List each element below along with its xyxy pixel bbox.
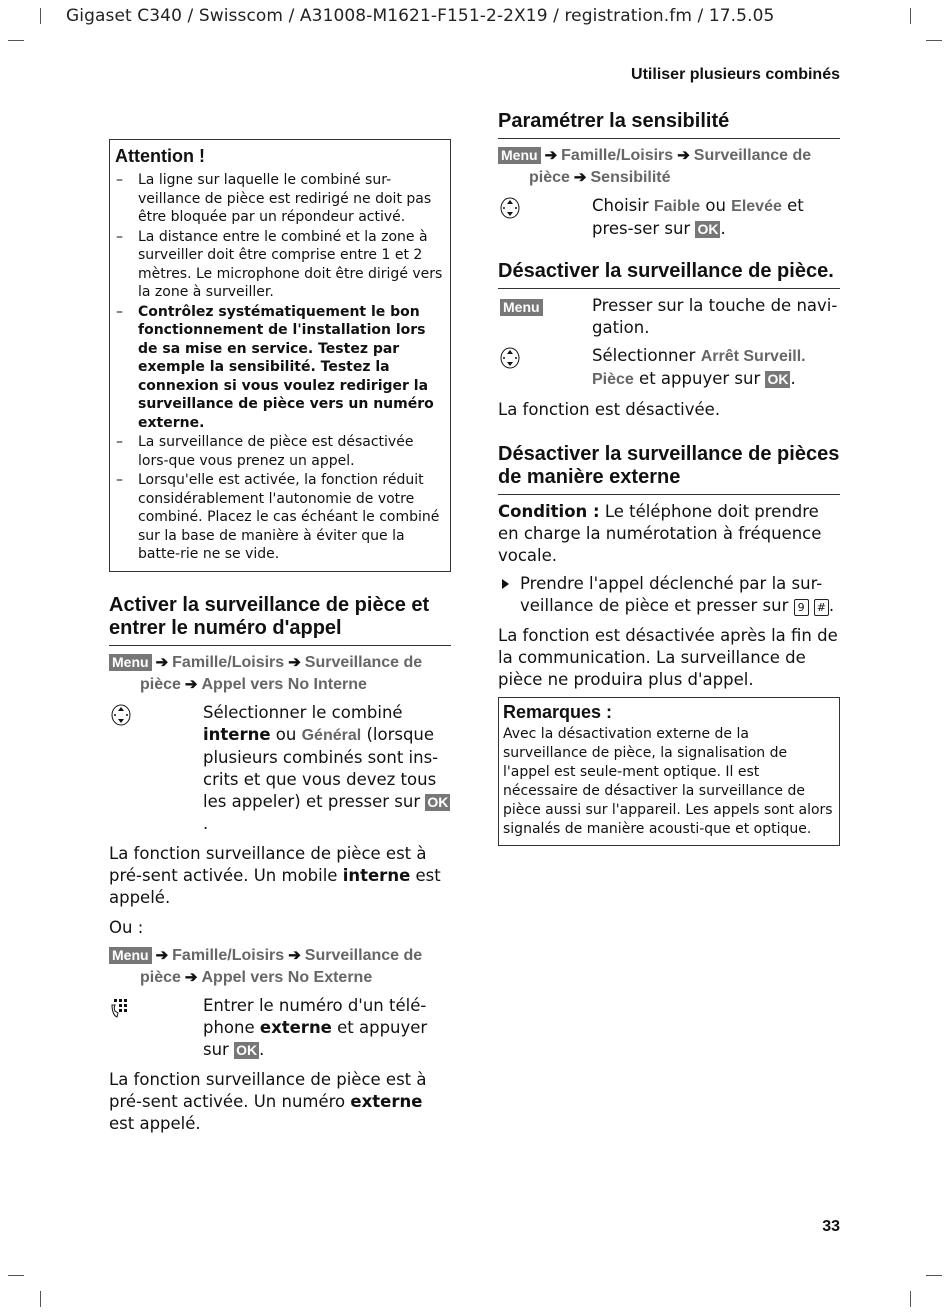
section-heading: Désactiver la surveillance de pièce. <box>498 260 840 289</box>
ok-key: OK <box>697 221 719 237</box>
ok-key: OK <box>427 793 449 810</box>
navigation-key-icon <box>500 197 520 225</box>
arrow-right-icon: ➔ <box>573 169 587 186</box>
list-item: – La surveillance de pièce est désactivée lors-que vous prenez un appel. <box>116 434 414 469</box>
ok-key: OK <box>236 1041 258 1058</box>
left-column <box>109 139 451 1135</box>
section-heading: Activer la surveillance de pièce et entrer le numéro d'appel <box>109 594 451 646</box>
crop-mark <box>8 1275 24 1276</box>
paragraph: La fonction surveillance de pièce est à pré-sent activée. Un mobile interne est appelé. <box>109 843 441 907</box>
page-number: 33 <box>822 1218 840 1235</box>
section-heading: Désactiver la surveillance de pièces de manière externe <box>498 443 840 495</box>
remarks-body: Avec la désactivation externe de la surveillance de pièce, la signalisation de l'appel est seule-ment optique. Il est nécessaire de désactiver la surveillance de pièce aussi sur l'appareil. Les appels sont alors signalés de manière acousti-que et optique. <box>503 726 833 837</box>
menu-path: Menu ➔ Famille/Loisirs ➔ Surveillance de pièce ➔ Appel vers No Interne <box>109 652 451 696</box>
instruction-step: Entrer le numéro d'un télé-phone externe et appuyer sur OK . <box>109 995 451 1061</box>
menu-key: Menu <box>109 947 152 964</box>
list-item: – Lorsqu'elle est activée, la fonction réduit considérablement l'autonomie de votre combiné. Placez le cas échéant le combiné sur la base de manière à éviter que la batte-rie ne se vide. <box>116 472 440 562</box>
instruction-step: Sélectionner Arrêt Surveill. Pièce et appuyer sur OK . <box>498 345 840 391</box>
paragraph: La fonction est désactivée. <box>498 400 721 419</box>
paragraph-ou: Ou : <box>109 917 144 937</box>
arrow-right-icon: ➔ <box>155 946 169 964</box>
list-item: Prendre l'appel déclenché par la sur-veillance de pièce et presser sur 9 # . <box>498 573 840 617</box>
crop-mark <box>910 1291 911 1307</box>
menu-key: Menu <box>109 654 152 671</box>
key-9-icon: 9 <box>794 599 809 616</box>
section-heading: Paramétrer la sensibilité <box>498 110 840 139</box>
arrow-right-icon: ➔ <box>155 653 169 671</box>
arrow-right-icon: ➔ <box>288 946 301 964</box>
menu-path: Menu ➔ Famille/Loisirs ➔ Surveillance de pièce ➔ Sensibilité <box>498 145 840 189</box>
crop-mark <box>926 40 942 41</box>
menu-path: Menu ➔ Famille/Loisirs ➔ Surveillance de pièce ➔ Appel vers No Externe <box>109 945 451 989</box>
paragraph: La fonction surveillance de pièce est à pré-sent activée. Un numéro externe est appelé. <box>109 1069 427 1133</box>
attention-list <box>113 171 446 564</box>
ok-key: OK <box>767 371 789 387</box>
remarks-title: Remarques : <box>503 702 613 722</box>
key-hash-icon: # <box>814 599 829 616</box>
crop-mark <box>926 1275 942 1276</box>
right-column <box>498 110 840 846</box>
arrow-right-icon: ➔ <box>544 147 558 164</box>
menu-key: Menu <box>500 299 543 316</box>
crop-mark <box>8 40 24 41</box>
list-item: – La distance entre le combiné et la zone à surveiller doit être comprise entre 1 et 2 mètres. Le microphone doit être dirigé vers la zone à surveiller. <box>116 228 443 300</box>
triangle-bullet-icon <box>502 579 509 589</box>
keypad-icon <box>111 997 131 1025</box>
remarks-box <box>498 697 840 846</box>
document-id: Gigaset C340 / Swisscom / A31008-M1621-F151-2-2X19 / registration.fm / 17.5.05 <box>66 6 775 26</box>
attention-box <box>109 139 451 572</box>
list-item: – La ligne sur laquelle le combiné sur-veillance de pièce est redirigé ne doit pas être bloquée par un répondeur activé. <box>116 172 432 225</box>
crop-mark <box>40 1291 41 1307</box>
instruction-step: Sélectionner le combiné interne ou Général (lorsque plusieurs combinés sont ins-crits et que vous devez tous les appeler) et presser sur OK. <box>109 702 451 835</box>
menu-key: Menu <box>498 147 541 164</box>
attention-title: Attention ! <box>115 146 205 166</box>
paragraph: La fonction est désactivée après la fin de la communication. La surveillance de pièce ne produira plus d'appel. <box>498 626 838 689</box>
running-title: Utiliser plusieurs combinés <box>631 66 840 83</box>
arrow-right-icon: ➔ <box>288 653 301 671</box>
arrow-right-icon: ➔ <box>184 675 198 693</box>
navigation-key-icon <box>500 347 520 375</box>
arrow-right-icon: ➔ <box>184 968 198 986</box>
instruction-step: Menu Presser sur la touche de navi-gation. <box>498 295 840 339</box>
crop-mark <box>40 8 41 24</box>
condition-paragraph: Condition : Le téléphone doit prendre en charge la numérotation à fréquence vocale. <box>498 502 822 565</box>
arrow-right-icon: ➔ <box>677 147 690 164</box>
crop-mark <box>910 8 911 24</box>
instruction-step: Choisir Faible ou Elevée et pres-ser sur OK . <box>498 195 840 240</box>
list-item: – Contrôlez systématiquement le bon fonctionnement de l'installation lors de sa mise en service. Testez par exemple la sensibilité. Testez la connexion si vous voulez rediriger la surveillance de pièce vers un numéro externe. <box>116 303 434 431</box>
navigation-key-icon <box>111 704 131 732</box>
